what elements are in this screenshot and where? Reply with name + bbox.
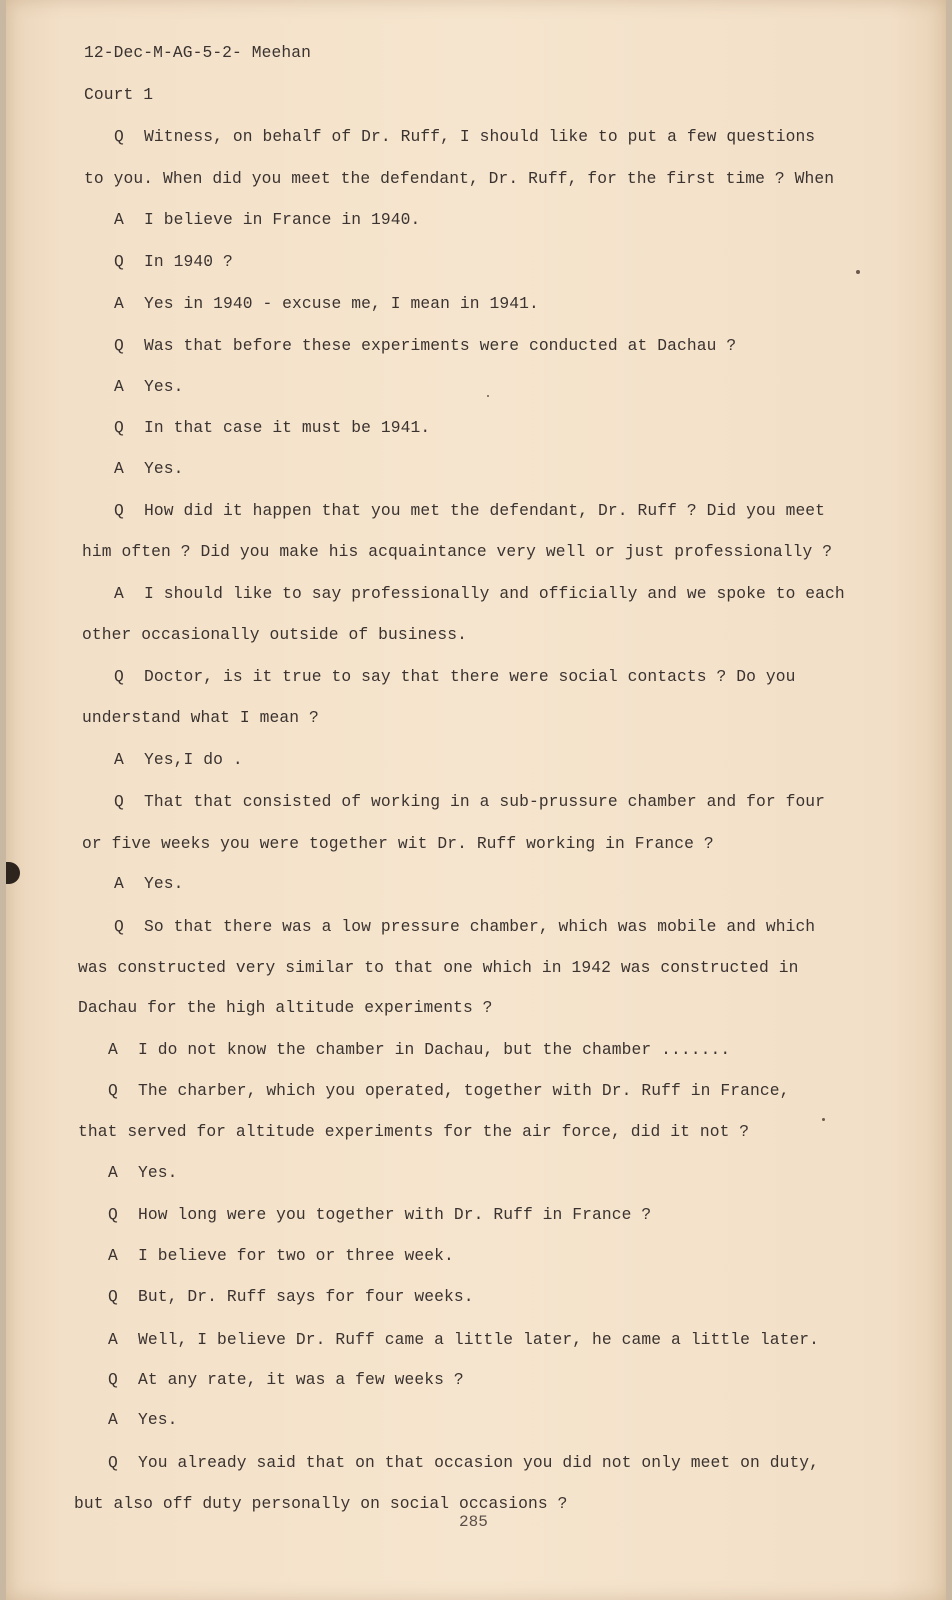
speaker-label: Q (108, 1370, 118, 1389)
page-number: 285 (459, 1513, 488, 1531)
transcript-line (114, 792, 825, 812)
transcript-line (108, 1330, 819, 1350)
transcript-line (114, 917, 815, 937)
line-text: him often ? Did you make his acquaintance very well or just professionally ? (82, 542, 833, 561)
punch-hole (6, 862, 20, 884)
speaker-label: Q (108, 1453, 118, 1472)
speaker-label: Q (114, 501, 124, 520)
transcript-line (78, 1122, 749, 1142)
speaker-label: Q (108, 1205, 118, 1224)
line-text: that served for altitude experiments for the air force, did it not ? (78, 1122, 750, 1141)
transcript-line (108, 1287, 474, 1307)
transcript-line (108, 1246, 454, 1266)
line-text: Doctor, is it true to say that there were social contacts ? Do you (144, 667, 796, 686)
transcript-line (114, 501, 825, 521)
line-text: but also off duty personally on social occasions ? (74, 1494, 568, 1513)
speaker-label: Q (108, 1287, 118, 1306)
speaker-label: Q (114, 667, 124, 686)
line-text: Yes in 1940 - excuse me, I mean in 1941. (144, 294, 539, 313)
speaker-label: A (108, 1246, 118, 1265)
speaker-label: A (114, 210, 124, 229)
transcript-line (114, 210, 420, 230)
transcript-line (114, 584, 845, 604)
transcript-line (74, 1494, 568, 1514)
line-text: Dachau for the high altitude experiments ? (78, 998, 493, 1017)
transcript-line (84, 169, 834, 189)
speaker-label: A (108, 1330, 118, 1349)
line-text: Yes. (144, 459, 184, 478)
speaker-label: A (114, 584, 124, 603)
line-text: Was that before these experiments were conducted at Dachau ? (144, 336, 737, 355)
speaker-label: Q (114, 792, 124, 811)
transcript-line (108, 1370, 464, 1390)
transcript-line (82, 542, 832, 562)
ink-speck (822, 1118, 825, 1121)
speaker-label: A (114, 294, 124, 313)
line-text: You already said that on that occasion you did not only meet on duty, (138, 1453, 820, 1472)
speaker-label: Q (108, 1081, 118, 1100)
speaker-label: A (108, 1410, 118, 1429)
speaker-label: A (114, 377, 124, 396)
transcript-line (108, 1163, 177, 1183)
transcript-line (114, 418, 430, 438)
speaker-label: A (108, 1040, 118, 1059)
line-text: to you. When did you meet the defendant, Dr. Ruff, for the first time ? When (84, 169, 835, 188)
speaker-label: A (114, 750, 124, 769)
document-reference: 12-Dec-M-AG-5-2- Meehan (84, 43, 312, 62)
speaker-label: Q (114, 252, 124, 271)
transcript-line (114, 127, 815, 147)
line-text: How long were you together with Dr. Ruff in France ? (138, 1205, 652, 1224)
transcript-line (114, 377, 183, 397)
transcript-line (114, 336, 736, 356)
transcript-line (114, 294, 539, 314)
transcript-line (114, 667, 795, 687)
line-text: Witness, on behalf of Dr. Ruff, I should like to put a few questions (144, 127, 816, 146)
line-text: I believe for two or three week. (138, 1246, 454, 1265)
line-text: Yes. (138, 1163, 178, 1182)
line-text: In that case it must be 1941. (144, 418, 431, 437)
document-page (6, 0, 946, 1600)
line-text: The charber, which you operated, together with Dr. Ruff in France, (138, 1081, 790, 1100)
line-text: So that there was a low pressure chamber, which was mobile and which (144, 917, 816, 936)
line-text: was constructed very similar to that one which in 1942 was constructed in (78, 958, 799, 977)
speaker-label: Q (114, 127, 124, 146)
transcript-line (82, 708, 319, 728)
line-text: I believe in France in 1940. (144, 210, 421, 229)
ink-speck (487, 395, 489, 397)
transcript-line (114, 750, 243, 770)
line-text: other occasionally outside of business. (82, 625, 467, 644)
transcript-line (82, 625, 467, 645)
speaker-label: Q (114, 336, 124, 355)
speaker-label: Q (114, 917, 124, 936)
line-text: Yes. (144, 377, 184, 396)
speaker-label: A (108, 1163, 118, 1182)
speaker-label: Q (114, 418, 124, 437)
line-text: In 1940 ? (144, 252, 233, 271)
transcript-line (108, 1040, 730, 1060)
line-text: That that consisted of working in a sub-prussure chamber and for four (144, 792, 826, 811)
speaker-label: A (114, 874, 124, 893)
transcript-line (108, 1081, 789, 1101)
transcript-line (114, 252, 233, 272)
transcript-line (108, 1410, 177, 1430)
line-text: Yes. (144, 874, 184, 893)
speaker-label: A (114, 459, 124, 478)
court-label: Court 1 (84, 85, 154, 104)
transcript-line (108, 1453, 819, 1473)
ink-speck (856, 270, 860, 274)
line-text: or five weeks you were together wit Dr. Ruff working in France ? (82, 834, 714, 853)
transcript-line (114, 459, 183, 479)
line-text: I do not know the chamber in Dachau, but the chamber ....... (138, 1040, 731, 1059)
transcript-line (114, 874, 183, 894)
line-text: Yes. (138, 1410, 178, 1429)
transcript-line (108, 1205, 651, 1225)
line-text: I should like to say professionally and officially and we spoke to each (144, 584, 845, 603)
line-text: Yes,I do . (144, 750, 243, 769)
line-text: But, Dr. Ruff says for four weeks. (138, 1287, 474, 1306)
line-text: At any rate, it was a few weeks ? (138, 1370, 464, 1389)
transcript-line (78, 958, 799, 978)
transcript-line (78, 998, 493, 1018)
line-text: How did it happen that you met the defendant, Dr. Ruff ? Did you meet (144, 501, 826, 520)
line-text: understand what I mean ? (82, 708, 319, 727)
transcript-line (82, 834, 714, 854)
line-text: Well, I believe Dr. Ruff came a little later, he came a little later. (138, 1330, 820, 1349)
